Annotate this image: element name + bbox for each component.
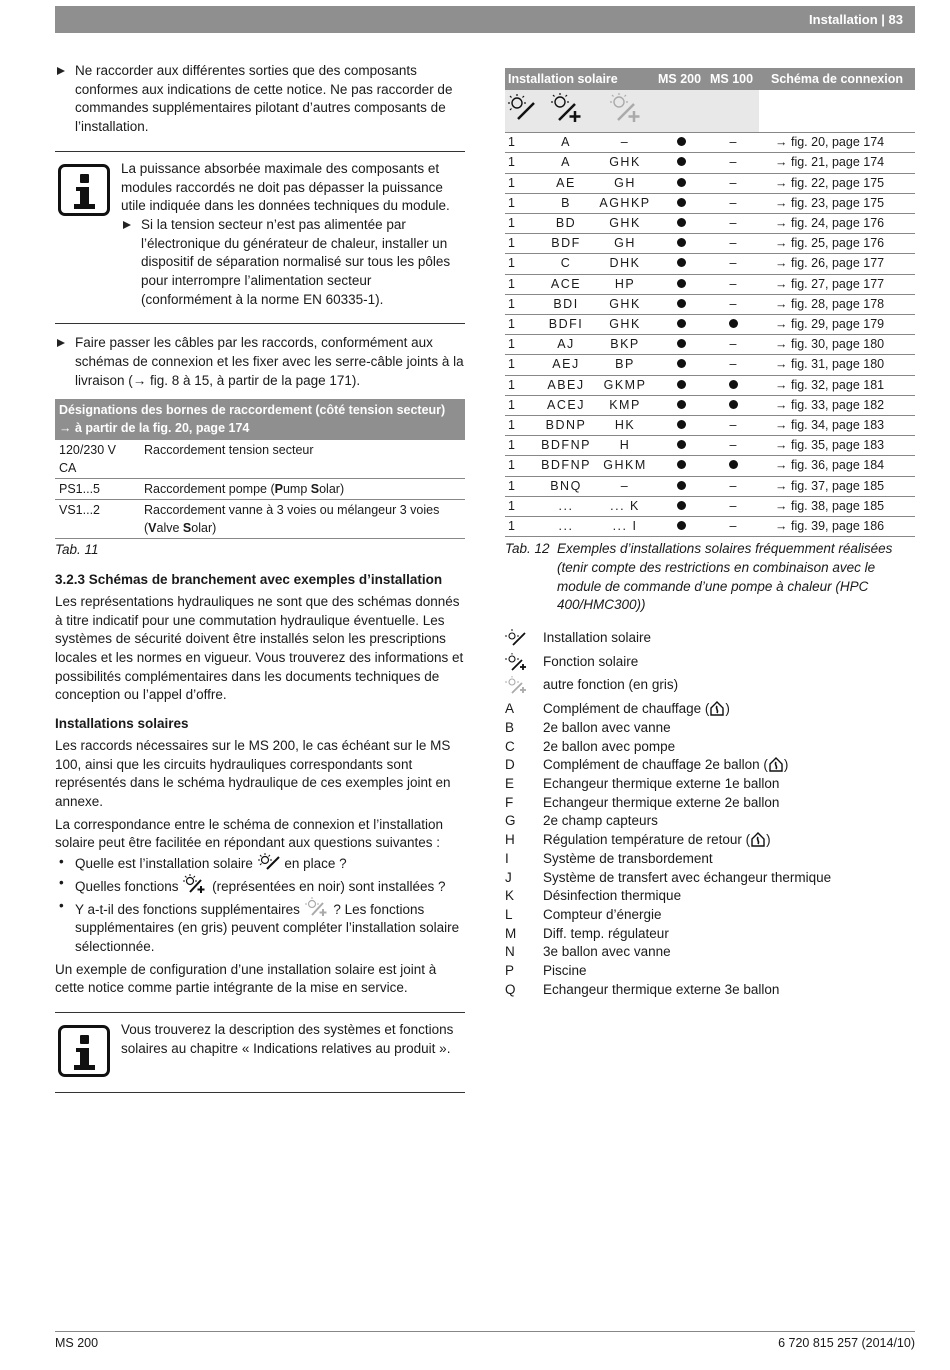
question-item: • Y a-t-il des fonctions supplémentaires ? Les fonctions supplémentaires (en gris) peuvent compléter l’installation solaire sélectionnée. [55, 897, 465, 957]
right-column [505, 68, 915, 999]
table-row: PS1...5 Raccordement pompe (Pump Solar) [55, 478, 465, 499]
table-row: 1 ABEJ GKMP → fig. 32, page 181 [505, 375, 915, 395]
boiler-icon [768, 756, 784, 772]
footer-right: 6 720 815 257 (2014/10) [778, 1336, 915, 1350]
boiler-icon [750, 831, 766, 847]
filled-dot-icon [677, 279, 686, 288]
instruction-text: Ne raccorder aux différentes sorties que des composants conformes aux indications de cette notice. Ne pas raccorder de commandes supplémentaires pilotant d’autres composants de l’installation. [75, 63, 453, 135]
legend-item: F Echangeur thermique externe 2e ballon [505, 794, 780, 810]
filled-dot-icon [677, 420, 686, 429]
solar-installation-icon [257, 853, 281, 871]
filled-dot-icon [677, 460, 686, 469]
legend-item: E Echangeur thermique externe 1e ballon [505, 776, 780, 791]
legend-item: J Système de transfert avec échangeur thermique [505, 869, 832, 885]
table-row: 1 BDF GH – → fig. 25, page 176 [505, 234, 915, 254]
table-row: VS1...2 Raccordement vanne à 3 voies ou mélangeur 3 voies (Valve Solar) [55, 499, 465, 538]
question-item: • Quelles fonctions (représentées en noir) sont installées ? [55, 874, 465, 897]
other-function-grey-icon [304, 897, 330, 917]
table-row: 1 BDFI GHK → fig. 29, page 179 [505, 315, 915, 335]
table-row: 1 AJ BKP – → fig. 30, page 180 [505, 335, 915, 355]
table-row: 1 AE GH – → fig. 22, page 175 [505, 173, 915, 193]
filled-dot-icon [677, 501, 686, 510]
table-row: 1 B AGHKP – → fig. 23, page 175 [505, 193, 915, 213]
table-row: 1 BD GHK – → fig. 24, page 176 [505, 214, 915, 234]
legend-item: N 3e ballon avec vanne [505, 944, 671, 960]
section-title: 3.2.3 Schémas de branchement avec exemples d’installation [55, 572, 443, 588]
filled-dot-icon [677, 380, 686, 389]
table-caption: Tab. 11 [55, 541, 99, 557]
info-icon [58, 164, 110, 216]
solar-installation-icon [506, 93, 536, 123]
other-function-grey-icon [608, 92, 642, 124]
arrow-bullet-icon [57, 67, 65, 75]
solar-function-icon [505, 653, 529, 671]
filled-dot-icon [729, 460, 738, 469]
subheading: Installations solaires [55, 716, 189, 732]
filled-dot-icon [729, 400, 738, 409]
paragraph: Un exemple de configuration d’une installation solaire est joint à cette notice comme partie intégrante de la mise en service. [55, 961, 437, 996]
filled-dot-icon [677, 258, 686, 267]
paragraph: La correspondance entre le schéma de connexion et l’installation solaire peut être facilitée en répondant aux questions suivantes : [55, 816, 443, 851]
table-row: 1 A – – → fig. 20, page 174 [505, 133, 915, 153]
instruction-item [55, 334, 465, 390]
filled-dot-icon [677, 339, 686, 348]
instruction-item [55, 62, 465, 137]
filled-dot-icon [677, 178, 686, 187]
filled-dot-icon [677, 319, 686, 328]
table-header-row: Installation solaire MS 200 MS 100 Schéma de connexion [505, 68, 915, 90]
arrow-bullet-icon [123, 221, 131, 229]
legend-item: B 2e ballon avec vanne [505, 719, 671, 735]
legend-item: A Complément de chauffage ( ) [505, 701, 730, 717]
arrow-bullet-icon [57, 339, 65, 347]
legend-item: G 2e champ capteurs [505, 813, 658, 829]
table-caption: Tab. 12 Exemples d’installations solaires fréquemment réalisées (tenir compte des restrictions en combinaison avec le module de commande d’une pompe à chaleur (HPC 400/HMC300)) [505, 541, 893, 613]
info-sub-text: Si la tension secteur n’est pas alimentée par l’électronique du générateur de chaleur, installer un dispositif de séparation normalisé sur tous les pôles pour interrompre l’alimentation secteur (conformément à la norme EN 60335-1). [141, 216, 451, 307]
paragraph: Les représentations hydrauliques ne sont que des schémas donnés à titre indicatif pour une commutation hydraulique éventuelle. Les systèmes de sécurité doivent être installés selon les prescriptions locales et les normes en vigueur. Vous trouverez des informations et possibilités complémentaires dans les documents techniques de conception ou l’appel d’offre. [55, 593, 464, 703]
paragraph: Les raccords nécessaires sur le MS 200, le cas échéant sur le MS 100, ainsi que les circuits hydrauliques correspondants sont représentés dans le schéma hydraulique de ces exemples joint en annexe. [55, 737, 451, 809]
solar-installation-icon [505, 629, 527, 647]
legend-item: P Piscine [505, 963, 587, 979]
info-box [55, 1012, 465, 1093]
filled-dot-icon [677, 359, 686, 368]
legend-item: Installation solaire [505, 629, 915, 653]
table-row: 1 ... ... K – → fig. 38, page 185 [505, 496, 915, 516]
boiler-icon [709, 700, 725, 716]
table-row: 1 BNQ – – → fig. 37, page 185 [505, 476, 915, 496]
legend [505, 629, 915, 999]
table-row: 1 A GHK – → fig. 21, page 174 [505, 153, 915, 173]
filled-dot-icon [677, 198, 686, 207]
page-header-bar [55, 6, 915, 33]
filled-dot-icon [677, 157, 686, 166]
legend-item: Fonction solaire [505, 653, 915, 677]
legend-item: C 2e ballon avec pompe [505, 738, 676, 754]
solar-installations-table [505, 68, 915, 537]
footer-divider [55, 1331, 915, 1332]
legend-item: H Régulation température de retour ( ) [505, 832, 771, 848]
filled-dot-icon [677, 481, 686, 490]
filled-dot-icon [677, 400, 686, 409]
terminal-table [55, 399, 465, 539]
filled-dot-icon [677, 440, 686, 449]
filled-dot-icon [677, 299, 686, 308]
filled-dot-icon [677, 137, 686, 146]
legend-item: M Diff. temp. régulateur [505, 925, 669, 941]
legend-item: K Désinfection thermique [505, 888, 682, 904]
info-text: La puissance absorbée maximale des composants et modules raccordés ne doit pas dépasser la puissance utile indiquée dans les données techniques du module. [121, 160, 450, 214]
left-column [55, 62, 465, 1103]
filled-dot-icon [677, 218, 686, 227]
instruction-text: Faire passer les câbles par les raccords, conformément aux schémas de connexion et les fixer avec les serre-câble joints à la livraison (→ fig. 8 à 15, à partir de la page 171). [75, 335, 464, 388]
question-item: • Quelle est l’installation solaire en place ? [55, 853, 465, 874]
table-row: 1 BDFNP H – → fig. 35, page 183 [505, 436, 915, 456]
table-row: 1 BDI GHK – → fig. 28, page 178 [505, 294, 915, 314]
filled-dot-icon [677, 521, 686, 530]
solar-function-icon [182, 874, 208, 894]
table-row: 1 BDFNP GHKM → fig. 36, page 184 [505, 456, 915, 476]
table-row: 1 C DHK – → fig. 26, page 177 [505, 254, 915, 274]
legend-item: D Complément de chauffage 2e ballon ( ) [505, 757, 789, 773]
footer-left: MS 200 [55, 1336, 99, 1350]
legend-item: I Système de transbordement [505, 850, 713, 866]
legend-item: autre fonction (en gris) [505, 676, 915, 700]
filled-dot-icon [677, 238, 686, 247]
table-header: Désignations des bornes de raccordement (côté tension secteur) → à partir de la fig. 20, page 174 [55, 399, 465, 440]
filled-dot-icon [729, 319, 738, 328]
table-row: 1 AEJ BP – → fig. 31, page 180 [505, 355, 915, 375]
info-icon [58, 1025, 110, 1077]
info-box [55, 151, 465, 325]
other-function-grey-icon [505, 676, 529, 694]
table-row: 1 BDNP HK – → fig. 34, page 183 [505, 416, 915, 436]
table-row: 1 ... ... I – → fig. 39, page 186 [505, 517, 915, 537]
table-row: 1 ACEJ KMP → fig. 33, page 182 [505, 395, 915, 415]
filled-dot-icon [729, 380, 738, 389]
info-text: Vous trouverez la description des systèmes et fonctions solaires au chapitre « Indications relatives au produit ». [121, 1022, 454, 1056]
table-row: 1 ACE HP – → fig. 27, page 177 [505, 274, 915, 294]
table-icon-row [505, 90, 915, 133]
info-sub-item [121, 216, 465, 310]
page-header-title: Installation | 83 [809, 12, 903, 27]
legend-item: Q Echangeur thermique externe 3e ballon [505, 981, 780, 997]
solar-function-icon [549, 92, 583, 124]
table-row: 120/230 V CA Raccordement tension secteur [55, 440, 465, 479]
legend-item: L Compteur d’énergie [505, 906, 662, 922]
